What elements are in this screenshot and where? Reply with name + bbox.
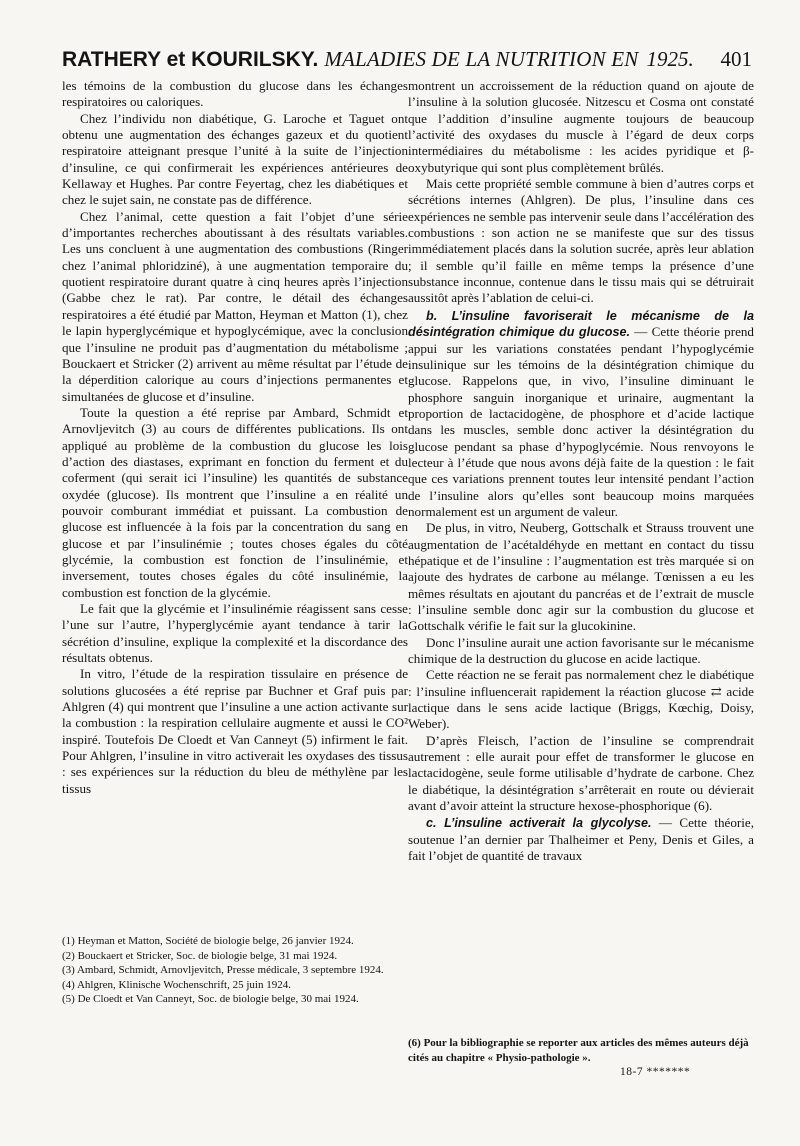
paragraph: les témoins de la combustion du glucose dans les échanges respiratoires ou caloriques.	[62, 78, 408, 110]
paragraph: Chez l’animal, cette question a fait l’objet d’une série d’importantes recherches aboutissant à des résultats variables. Les uns concluent à une augmentation des combustions (Ringer chez l’animal phloridziné), à une augmentation temporaire du quotient respiratoire durant quatre à cinq heures après l’injection (Gabbe chez le rat). Par contre, le détail des échanges respiratoires a été étudié par Matton, Heyman et Matton (1), chez le lapin hyperglycémique et hypoglycémique, avec la conclusion que l’insuline ne produit pas d’augmentation du métabolisme ; Bouckaert et Stricker (2) arrivent au même résultat par l’étude de la déperdition calorique au cours d’injections permanentes et simultanées de glucose et d’insuline.	[62, 208, 408, 404]
footnote: (2) Bouckaert et Stricker, Soc. de biologie belge, 31 mai 1924.	[62, 949, 338, 962]
page-number: 401	[720, 47, 752, 71]
paragraph: montrent un accroissement de la réduction quand on ajoute de l’insuline à la solution glucosée. Nitzescu et Cosma ont constaté que l’addition d’insuline augmente toujours de beaucoup l’activité des oxydases du muscle à l’égard de deux corps intermédiaires du métabolisme : les acides pyridique et β-oxybutyrique qui sont plus complètement brûlés.	[408, 78, 754, 175]
header-year: 1925.	[646, 47, 694, 71]
paragraph: Toute la question a été reprise par Ambard, Schmidt et Arnovljevitch (3) au cours de différentes publications. Ils ont appliqué au problème de la combustion du glucose les lois d’action des diastases, exprimant en fonction du ferment et du coferment (qui serait ici l’insuline) les quantités de substance oxydée (glucose). Ils montrent que l’insuline a en réalité un pouvoir comburant immédiat et puissant. La combustion de glucose est influencée à la fois par la concentration du sang en glucose et par l’insulinémie ; toutes choses égales du côté glycémie, la combustion est fonction de l’insulinémie, et inversement, toutes choses égales du côté insulinémie, la combustion est fonction de la glycémie.	[62, 404, 408, 600]
section-b-text: — Cette théorie prend appui sur les variations constatées pendant l’hypoglycémie insulinique sur les témoins de la désintégration chimique du glucose. Rappelons que, in vivo, l’insuline diminuant le phosphore sanguin inorganique et urinaire, augmentant la proportion de lactacidogène, de phosphore et d’acide lactique dans les muscles, semble donc activer la désintégration du glucose pendant sa phase d’hypoglycémie. Nous renvoyons le lecteur à l’étude que nous avons déjà faite de la question : le fait que ces variations prennent toutes leur intensité pendant l’action de l’insuline alors qu’elles sont beaucoup moins marquées normalement est un argument de valeur.	[408, 324, 754, 519]
footnote: (4) Ahlgren, Klinische Wochenschrift, 25 juin 1924.	[62, 978, 291, 991]
header-authors: RATHERY et KOURILSKY.	[62, 48, 319, 71]
footnotes	[62, 934, 402, 1007]
right-footnote: (6) Pour la bibliographie se reporter aux articles des mêmes auteurs déjà cités au chapitre « Physio-pathologie ».	[408, 1037, 749, 1064]
paragraph: D’après Fleisch, l’action de l’insuline se comprendrait autrement : elle aurait pour effet de transformer le glucose en lactacidogène, seule forme utilisable d’hydrate de carbone. Chez le diabétique, la désintégration s’arrêterait en route ou dévierait avant d’avoir atteint la structure hexose-phosphorique (6).	[408, 732, 754, 814]
paragraph: Donc l’insuline aurait une action favorisante sur le mécanisme chimique de la destruction du glucose en acide lactique.	[408, 634, 754, 667]
footnote: (5) De Cloedt et Van Canneyt, Soc. de biologie belge, 30 mai 1924.	[62, 993, 359, 1006]
footnote: (1) Heyman et Matton, Société de biologie belge, 26 janvier 1924.	[62, 935, 354, 947]
paragraph: Cette réaction ne se ferait pas normalement chez le diabétique : l’insuline influencerait rapidement la réaction glucose ⇄ acide lactique dans le sens acide lactique (Briggs, Kœchig, Doisy, Weber).	[408, 667, 754, 732]
section-b	[408, 308, 754, 520]
section-c	[408, 815, 754, 864]
paragraph: De plus, in vitro, Neuberg, Gottschalk et Strauss trouvent une augmentation de l’acétaldéhyde en mettant en contact du tissu hépatique et de l’insuline : l’augmentation est très marquée si on ajoute des hydrates de carbone au mélange. Tœnissen a eu les mêmes résultats en ajoutant du pancréas et de l’extrait de muscle : l’insuline semble donc agir sur la combustion du glucose et Gottschalk vérifie le fait sur la glucokinine.	[408, 520, 754, 634]
section-c-text: — Cette théorie, soutenue l’an dernier par Thalheimer et Peny, Denis et Giles, a fait l’objet de quantité de travaux	[408, 815, 754, 864]
paragraph: In vitro, l’étude de la respiration tissulaire en présence de solutions glucosées a été reprise par Buchner et Graf puis par Ahlgren (4) qui montrent que l’insuline a une action activante sur la combustion : la respiration cellulaire augmente et aussi le CO² inspiré. Toutefois De Cloedt et Van Canneyt (5) infirment le fait. Pour Ahlgren, l’insuline in vitro activerait les oxydases des tissus : ses expériences sur la réduction du bleu de méthylène par les tissus	[62, 666, 408, 796]
section-b-heading: b. L’insuline favoriserait le mécanisme de la désintégration chimique du glucose.	[408, 308, 754, 340]
running-header	[62, 44, 752, 74]
paragraph: Chez l’individu non diabétique, G. Laroche et Taguet ont obtenu une augmentation des échanges gazeux et du quotient respiratoire atteignant presque l’unité à la suite de l’injection d’insuline, ce qui confirmerait les expériences antérieures de Kellaway et Hughes. Par contre Feyertag, chez les diabétiques et chez le sujet sain, ne constate pas de différence.	[62, 110, 408, 208]
section-c-heading: c. L’insuline activerait la glycolyse.	[426, 816, 652, 831]
paragraph: Le fait que la glycémie et l’insulinémie réagissent sans cesse l’une sur l’autre, l’hyperglycémie ayant tendance à tarir la sécrétion d’insuline, explique la complexité et la discordance des résultats obtenus.	[62, 601, 408, 666]
footnote: (3) Ambard, Schmidt, Arnovljevitch, Presse médicale, 3 septembre 1924.	[62, 964, 384, 977]
header-title: MALADIES DE LA NUTRITION EN	[324, 47, 639, 71]
paragraph: Mais cette propriété semble commune à bien d’autres corps et sécrétions internes (Ahlgren). De plus, l’insuline dans ces expériences ne semble pas intervenir seule dans l’accélération des combustions : son action ne se manifeste que sur des tissus immédiatement placés dans la solution sucrée, après leur ablation ; il semble qu’il faille en même temps la présence d’une substance inconnue, contenue dans le tissu mais qui se détruirait aussitôt après l’ablation de celui-ci.	[408, 176, 754, 306]
left-column	[62, 78, 408, 797]
printer-signature: 18-7 *******	[620, 1066, 691, 1078]
right-column	[408, 78, 754, 865]
